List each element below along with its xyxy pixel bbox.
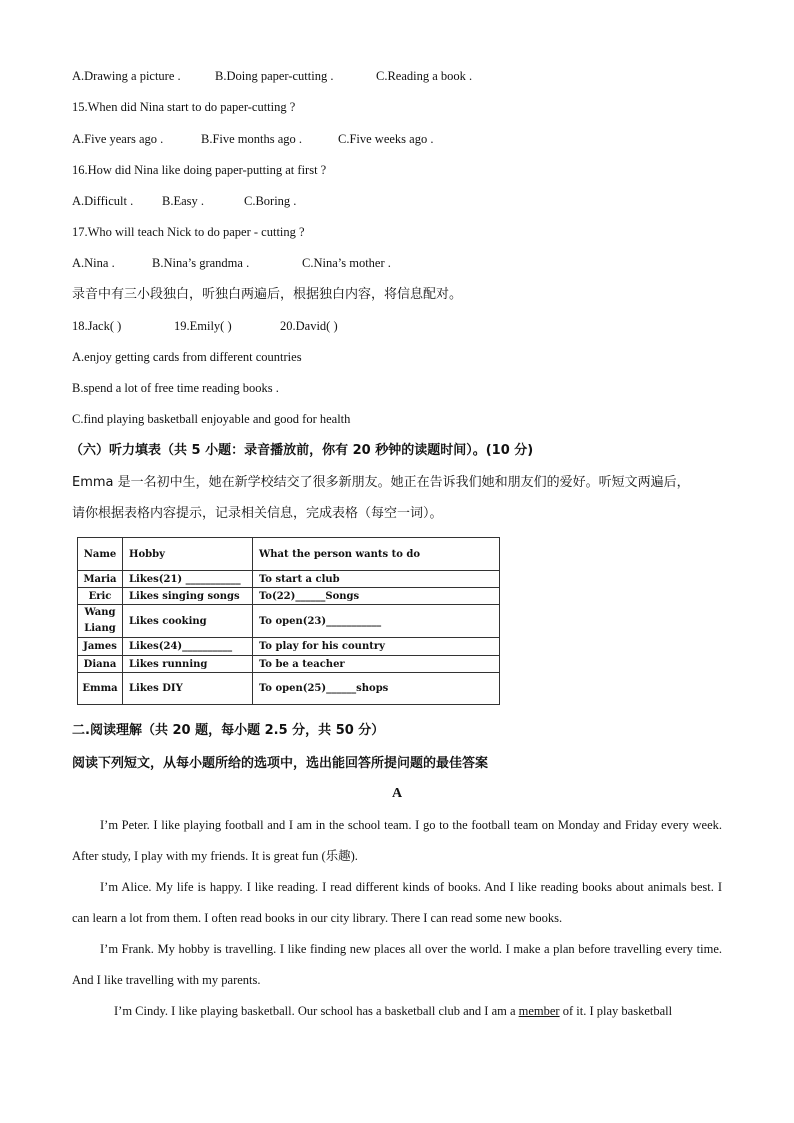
section6-title: （六）听力填表（共 5 小题：录音播放前，你有 20 秒钟的读题时间）。(10 分) xyxy=(70,443,534,458)
q14-option-c: C.Reading a book . xyxy=(376,69,473,83)
q15-options xyxy=(72,130,433,148)
cell-hobby: Likes DIY xyxy=(123,673,253,705)
section6-intro-line2: 请你根据表格内容提示，记录相关信息，完成表格（每空一词）。 xyxy=(72,506,443,521)
q14-options xyxy=(72,67,472,85)
q16-option-a: A.Difficult . xyxy=(72,194,134,208)
cell-name: Wang Liang xyxy=(78,605,123,638)
q15-option-a: A.Five years ago . xyxy=(72,132,164,146)
table-row xyxy=(78,673,500,705)
q17-option-c: C.Nina’s mother . xyxy=(302,256,391,270)
q17-option-b: B.Nina’s grandma . xyxy=(152,256,250,270)
q17-stem: 17.Who will teach Nick to do paper - cutting ? xyxy=(72,225,305,239)
cell-name: Eric xyxy=(78,588,123,605)
hobby-table xyxy=(77,537,500,705)
cell-name: Diana xyxy=(78,656,123,673)
cell-wants: To be a teacher xyxy=(253,656,500,673)
table-row xyxy=(78,638,500,656)
q17-option-a: A.Nina . xyxy=(72,256,115,270)
part2-instruction: 阅读下列短文，从每小题所给的选项中，选出能回答所提问题的最佳答案 xyxy=(72,756,489,771)
matching-instruction: 录音中有三小段独白，听独白两遍后，根据独白内容，将信息配对。 xyxy=(72,287,463,302)
q16-stem: 16.How did Nina like doing paper-putting at first ? xyxy=(72,163,327,177)
q16-option-c: C.Boring . xyxy=(244,194,297,208)
cell-hobby: Likes cooking xyxy=(123,605,253,638)
match-choice-a: A.enjoy getting cards from different countries xyxy=(72,350,302,364)
table-header-row xyxy=(78,538,500,571)
passage-cindy-text: I’m Cindy. I like playing basketball. Our school has a basketball club and I am a xyxy=(114,1004,519,1018)
passage-label: A xyxy=(391,786,403,801)
q15-option-b: B.Five months ago . xyxy=(201,132,303,146)
cell-wants: To play for his country xyxy=(253,638,500,656)
cell-wants: To start a club xyxy=(253,571,500,588)
q16-options xyxy=(72,192,296,210)
cell-name: James xyxy=(78,638,123,656)
underlined-word: member xyxy=(518,1004,560,1018)
passage-cindy xyxy=(72,996,722,1027)
q17-options xyxy=(72,254,391,272)
cell-hobby: Likes(24)__________ xyxy=(123,638,253,656)
match-choice-b: B.spend a lot of free time reading books . xyxy=(72,381,279,395)
passage-frank: I’m Frank. My hobby is travelling. I like finding new places all over the world. I make a plan before travelling every time. And I like travelling with my parents. xyxy=(72,942,722,987)
matching-items xyxy=(72,317,338,335)
cell-name: Maria xyxy=(78,571,123,588)
cell-wants: To open(23)___________ xyxy=(253,605,500,638)
q14-option-b: B.Doing paper-cutting . xyxy=(215,69,334,83)
passage-peter: I’m Peter. I like playing football and I am in the school team. I go to the football team on Monday and Friday every week. After study, I play with my friends. It is great fun (乐趣). xyxy=(72,818,722,863)
cell-name: Emma xyxy=(78,673,123,705)
table-row xyxy=(78,605,500,638)
match-item-18: 18.Jack( ) xyxy=(72,319,122,333)
section6-intro-line1: Emma 是一名初中生，她在新学校结交了很多新朋友。她正在告诉我们她和朋友们的爱好。听短文两遍后， xyxy=(72,475,690,490)
q16-option-b: B.Easy . xyxy=(162,194,205,208)
cell-hobby: Likes running xyxy=(123,656,253,673)
table-row xyxy=(78,571,500,588)
header-hobby: Hobby xyxy=(123,538,253,571)
q15-option-c: C.Five weeks ago . xyxy=(338,132,434,146)
cell-wants: To open(25)______shops xyxy=(253,673,500,705)
passage-cindy-text-end: of it. I play basketball xyxy=(559,1004,673,1018)
header-name: Name xyxy=(78,538,123,571)
match-choice-c: C.find playing basketball enjoyable and good for health xyxy=(72,412,351,426)
q15-stem: 15.When did Nina start to do paper-cutting ? xyxy=(72,100,296,114)
header-wants: What the person wants to do xyxy=(253,538,500,571)
match-item-19: 19.Emily( ) xyxy=(174,319,232,333)
passage-alice: I’m Alice. My life is happy. I like reading. I read different kinds of books. And I like reading books about animals best. I can learn a lot from them. I often read books in our city library. There I can read some new books. xyxy=(72,880,722,925)
part2-title: 二.阅读理解（共 20 题，每小题 2.5 分，共 50 分） xyxy=(72,723,385,738)
table-row xyxy=(78,588,500,605)
cell-hobby: Likes(21) ___________ xyxy=(123,571,253,588)
table-row xyxy=(78,656,500,673)
cell-hobby: Likes singing songs xyxy=(123,588,253,605)
cell-wants: To(22)______Songs xyxy=(253,588,500,605)
q14-option-a: A.Drawing a picture . xyxy=(72,69,181,83)
match-item-20: 20.David( ) xyxy=(280,319,338,333)
